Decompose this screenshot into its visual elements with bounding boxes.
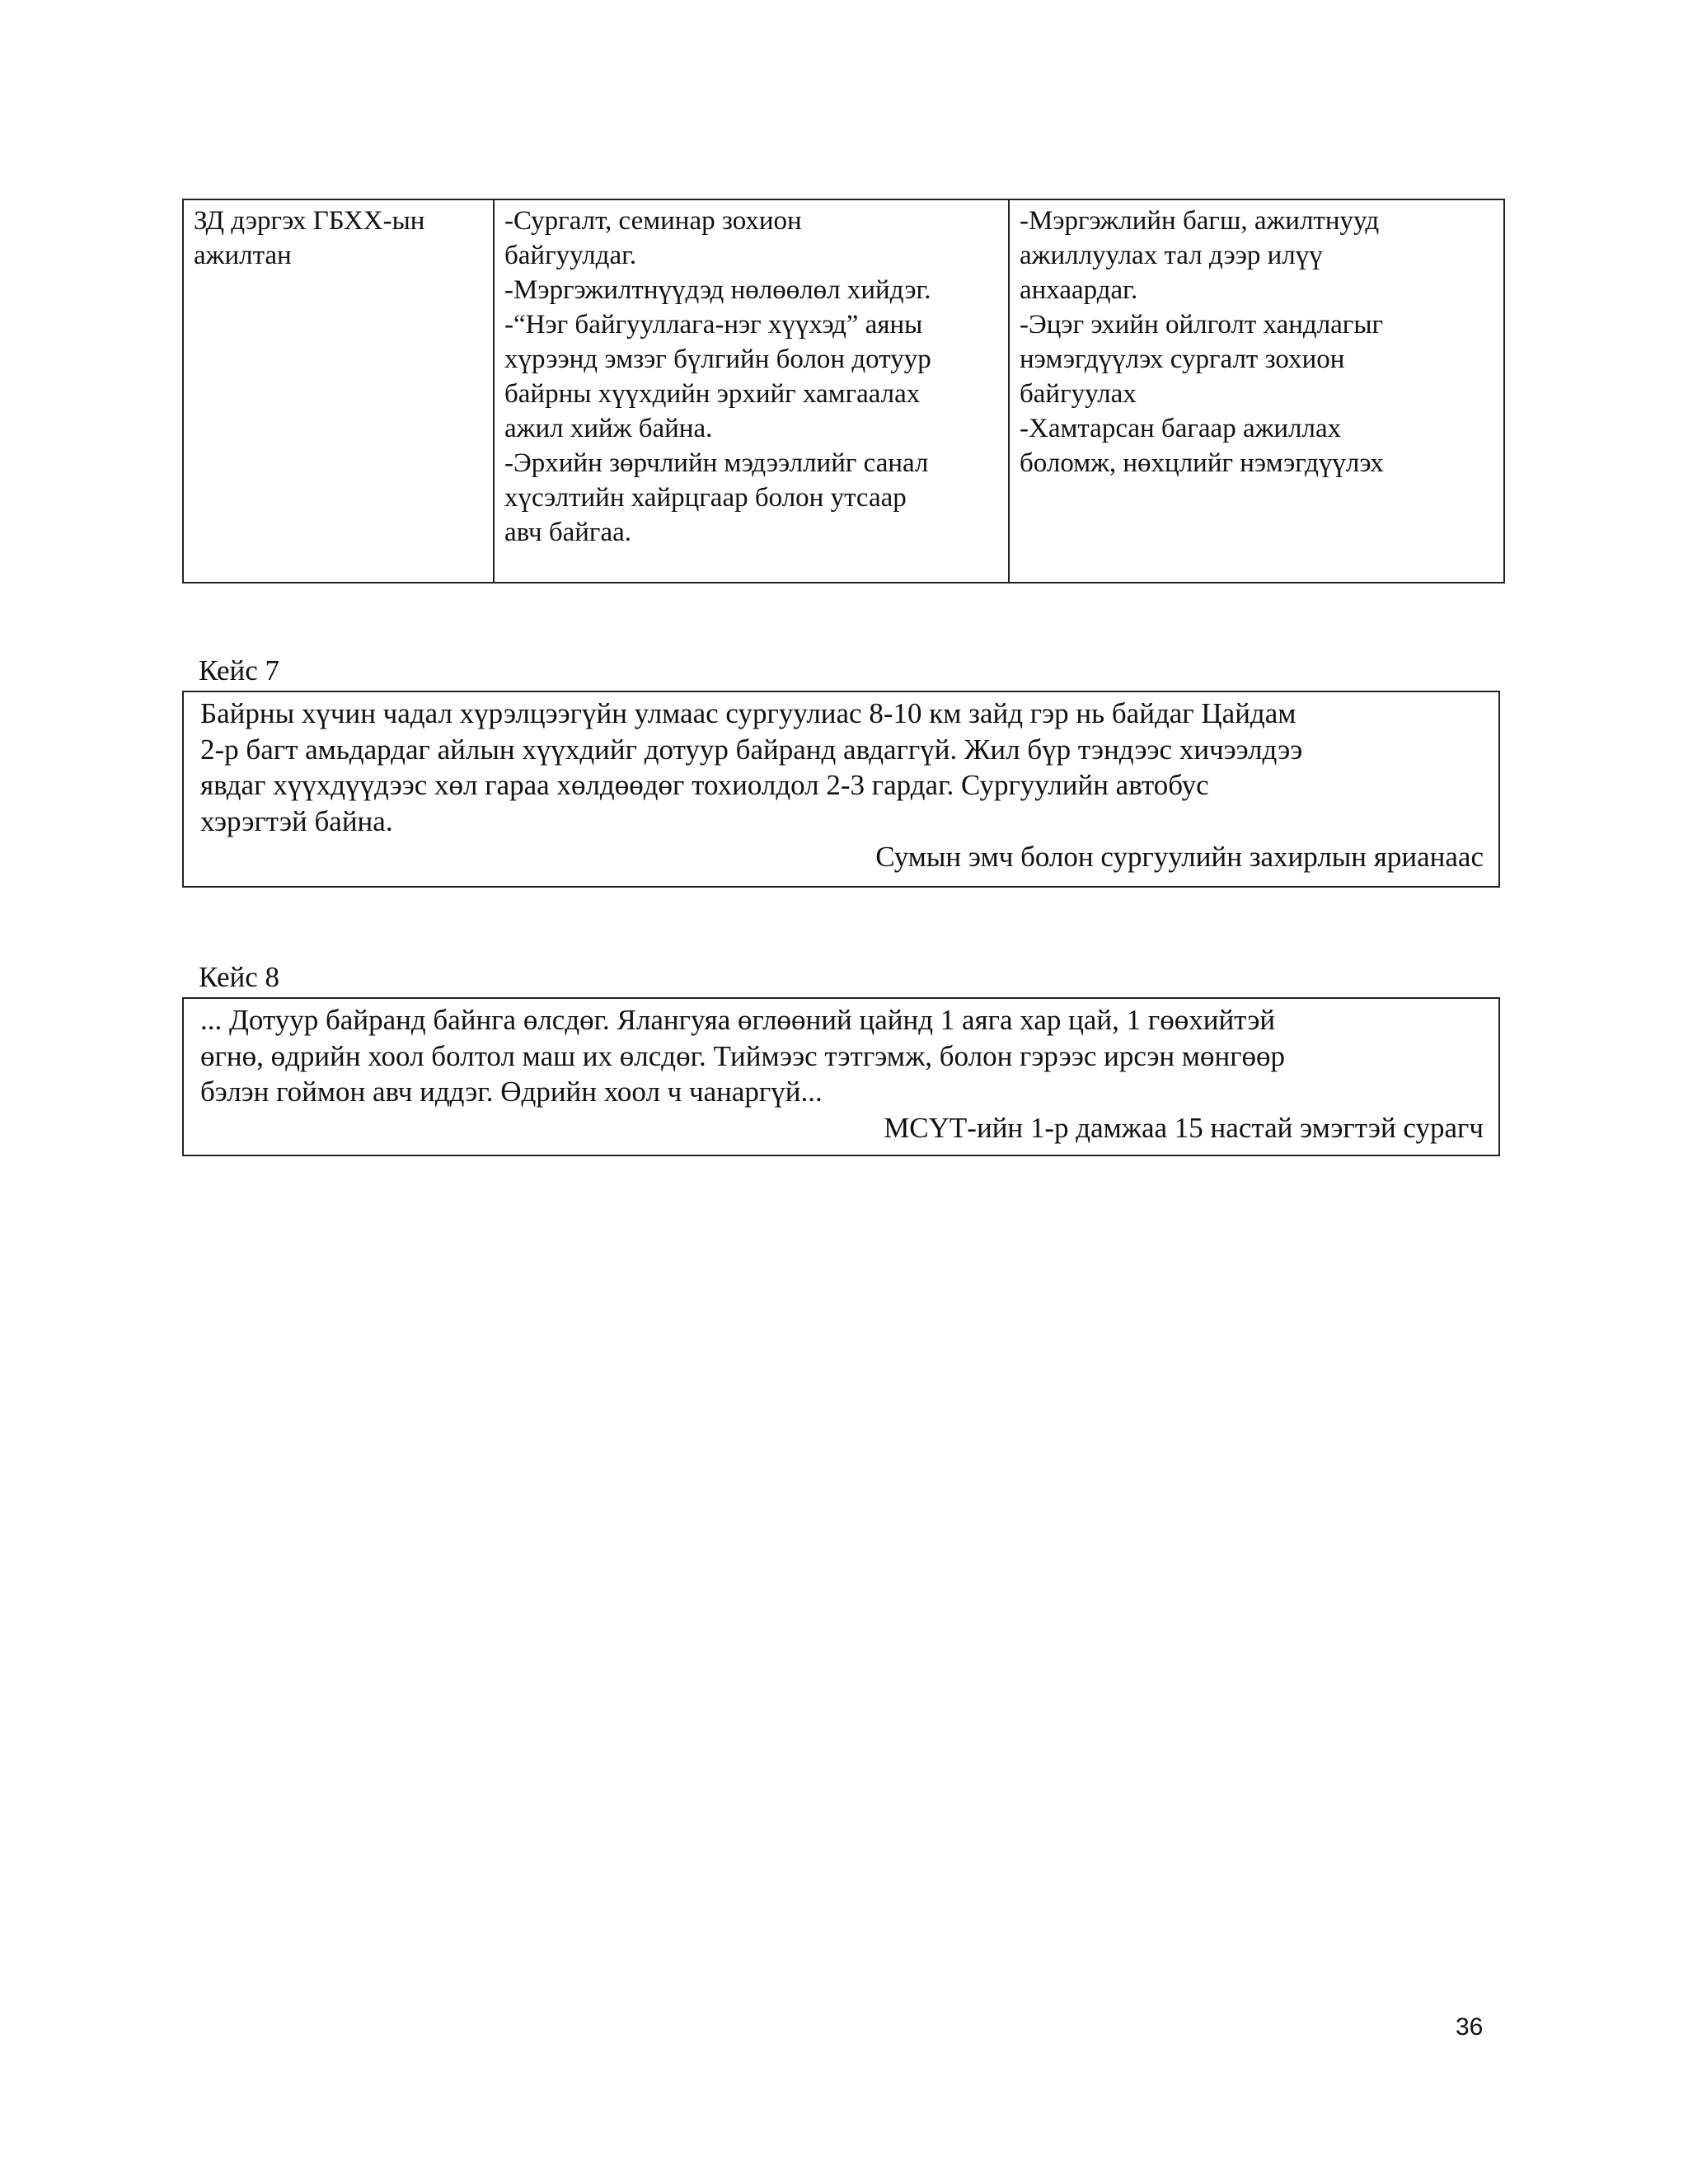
cell-text-line: нэмэгдүүлэх сургалт зохион xyxy=(1020,344,1345,374)
cell-text-line: байгуулах xyxy=(1020,379,1137,409)
cell-text-line: ажиллуулах тал дээр илүү xyxy=(1020,241,1323,270)
cell-text-line: -Эрхийн зөрчлийн мэдээллийг санал xyxy=(504,448,929,478)
organization-table xyxy=(182,199,1505,583)
case7-title: Кейс 7 xyxy=(199,654,280,687)
cell-text-line: -Сургалт, семинар зохион xyxy=(504,206,802,236)
cell-text-line: -Эцэг эхийн ойлголт хандлагыг xyxy=(1020,310,1384,340)
case8-text-line: өгнө, өдрийн хоол болтол маш их өлсдөг. Тиймээс тэтгэмж, болон гэрээс ирсэн мөнгөөр xyxy=(200,1039,1286,1072)
cell-text-line: хүсэлтийн хайрцгаар болон утсаар xyxy=(504,483,907,513)
cell-text-line: ЗД дэргэх ГБХХ-ын xyxy=(194,206,425,236)
case7-source: Сумын эмч болон сургуулийн захирлын ярианаас xyxy=(875,841,1484,873)
page-number: 36 xyxy=(1456,2013,1484,2041)
case8-title: Кейс 8 xyxy=(199,961,280,993)
cell-text-line: анхаардаг. xyxy=(1020,275,1138,305)
cell-text-line: -“Нэг байгууллага-нэг хүүхэд” аяны xyxy=(504,310,923,340)
table-row xyxy=(183,199,1504,583)
case8-source: МСҮТ-ийн 1-р дамжаа 15 настай эмэгтэй сурагч xyxy=(884,1111,1484,1144)
cell-text-line: авч байгаа. xyxy=(504,518,631,547)
case8-box xyxy=(182,997,1500,1156)
table-cell-organization xyxy=(183,199,494,583)
case7-text-line: хэрэгтэй байна. xyxy=(200,804,393,837)
cell-text-line: ажил хийж байна. xyxy=(504,414,713,443)
case7-text-line: Байрны хүчин чадал хүрэлцээгүйн улмаас сургуулиас 8-10 км зайд гэр нь байдаг Цайдам xyxy=(200,697,1296,729)
case7-text-line: 2-р багт амьдардаг айлын хүүхдийг дотуур байранд авдаггүй. Жил бүр тэндээс хичээлдээ xyxy=(200,733,1303,766)
cell-text-line: байрны хүүхдийн эрхийг хамгаалах xyxy=(504,379,921,409)
cell-text-line: байгуулдаг. xyxy=(504,241,637,270)
cell-text-line: -Мэргэжлийн багш, ажилтнууд xyxy=(1020,206,1380,236)
case7-text-line: явдаг хүүхдүүдээс хөл гараа хөлдөөдөг тохиолдол 2-3 гардаг. Сургуулийн автобус xyxy=(200,769,1209,801)
table-cell-recommendations xyxy=(1009,199,1504,583)
case7-box xyxy=(182,691,1500,888)
case8-text-line: ... Дотуур байранд байнга өлсдөг. Ялангуяа өглөөний цайнд 1 аяга хар цай, 1 гөөхийтэй xyxy=(200,1004,1276,1036)
cell-text-line: боломж, нөхцлийг нэмэгдүүлэх xyxy=(1020,448,1384,478)
cell-text-line: -Хамтарсан багаар ажиллах xyxy=(1020,414,1342,443)
cell-text-line: хүрээнд эмзэг бүлгийн болон дотуур xyxy=(504,344,931,374)
case8-text-line: бэлэн гоймон авч иддэг. Өдрийн хоол ч чанаргүй... xyxy=(200,1076,823,1108)
cell-text-line: ажилтан xyxy=(194,241,292,270)
table-cell-activities xyxy=(494,199,1009,583)
cell-text-line: -Мэргэжилтнүүдэд нөлөөлөл хийдэг. xyxy=(504,275,931,305)
